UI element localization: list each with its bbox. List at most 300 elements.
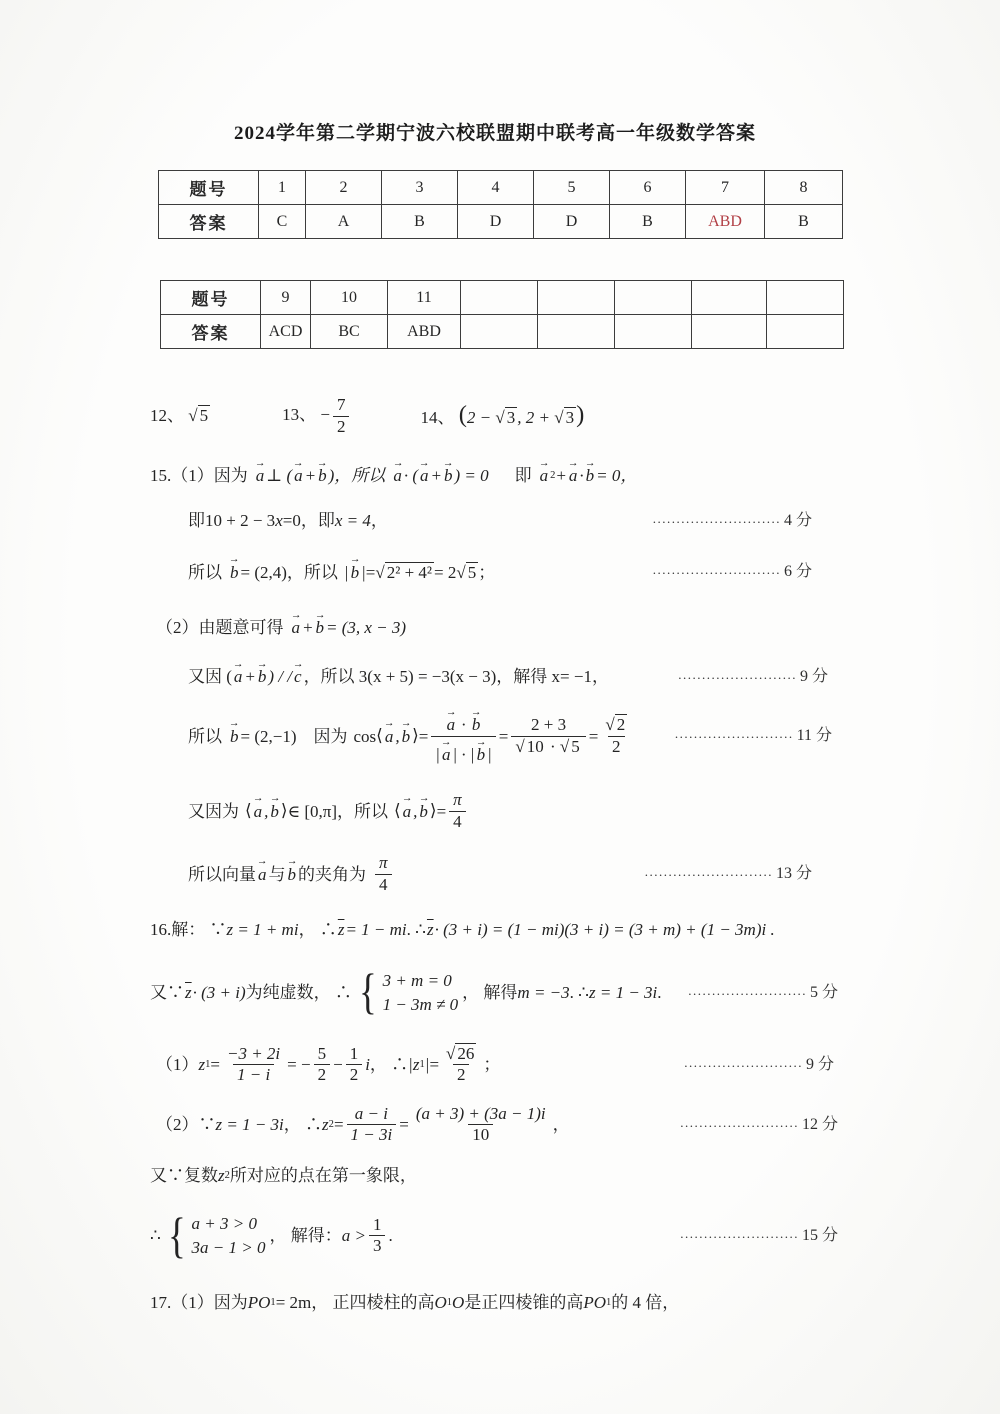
math-token: PO	[247, 1292, 271, 1312]
numerator: 1	[349, 1043, 359, 1063]
cn-text: ；	[483, 1054, 501, 1074]
denominator: 1 − i	[233, 1064, 274, 1085]
math-token: m = −3	[517, 982, 570, 1002]
math-token: 2² + 4²	[386, 562, 433, 582]
vector-a: a →	[567, 465, 580, 486]
answer-cell	[615, 315, 692, 349]
fraction	[369, 1215, 386, 1257]
answer-cell: ACD	[261, 315, 311, 349]
math-token: =	[436, 801, 447, 821]
math-token: =	[418, 726, 429, 746]
solution-line-15-cos	[150, 701, 860, 771]
math-token: .	[657, 982, 662, 1002]
cos-label: cos	[353, 726, 377, 746]
vector-a: a →	[440, 745, 453, 765]
angle-open: ⟨	[245, 800, 252, 821]
z1-symbol: z	[198, 1054, 206, 1074]
page-content	[150, 118, 860, 1313]
solution-line-17-1	[150, 1292, 860, 1313]
vector-a: a →	[445, 715, 458, 735]
vector-b: b →	[228, 726, 241, 747]
math-token: PO	[583, 1292, 606, 1312]
vector-b: b →	[228, 562, 241, 583]
answer-cell: D	[534, 205, 610, 239]
z2-symbol: z	[322, 1114, 329, 1134]
sqrt-expression	[560, 737, 582, 757]
cn-text: 所以	[188, 562, 222, 582]
solution-line-15-bmod	[150, 554, 860, 583]
question-number-cell: 6	[610, 171, 686, 205]
sqrt-expression	[188, 405, 210, 426]
denominator: 2	[453, 1064, 470, 1085]
numerator: 7	[336, 395, 346, 415]
sqrt-expression	[554, 407, 576, 428]
vector-a: a →	[383, 726, 396, 747]
score-label: 15 分	[801, 1226, 838, 1244]
answer-cell: A	[306, 205, 382, 239]
angle-open: ⟨	[394, 800, 401, 821]
numerator: a − i	[354, 1103, 388, 1123]
equation-system	[356, 970, 458, 1016]
numerator: π	[453, 790, 462, 810]
denominator: 3	[369, 1235, 386, 1256]
math-token: = −	[287, 1054, 311, 1074]
math-token: =	[399, 1114, 409, 1134]
math-token: , 2 +	[517, 407, 555, 427]
vector-b: b →	[349, 562, 362, 583]
cn-text: ， ∴	[298, 920, 337, 940]
answer-cell: B	[610, 205, 686, 239]
subscript: 2	[224, 1169, 230, 1181]
subscript: 2	[328, 1118, 334, 1130]
answer-cell: B	[382, 205, 458, 239]
z2-symbol: z	[218, 1165, 225, 1185]
question-number-cell	[767, 281, 844, 315]
cn-text: 又∵	[150, 982, 184, 1002]
math-token: ,	[395, 726, 400, 746]
math-token: = 2m	[275, 1292, 312, 1312]
answer-table-1-8	[158, 170, 843, 239]
system-row: 3a − 1 > 0	[191, 1238, 266, 1258]
leader-dots: .........................	[680, 1114, 799, 1130]
cn-text: （1）	[156, 1054, 199, 1074]
open-paren: (	[458, 400, 467, 428]
math-token: · (3 + i)	[192, 982, 246, 1002]
solution-line-15-2	[150, 609, 860, 638]
score-leader	[653, 511, 812, 531]
math-token: . ∴	[569, 982, 589, 1002]
answer-12	[150, 405, 210, 426]
leader-dots: .........................	[674, 726, 794, 742]
math-token: ) / /	[268, 667, 293, 686]
math-token: =	[588, 726, 599, 746]
cn-text: 所以	[188, 726, 222, 746]
math-token: 3	[565, 407, 575, 427]
abs-bar: |	[487, 744, 492, 764]
question-number-cell	[461, 281, 538, 315]
solution-line-16-final	[150, 1204, 860, 1268]
question-label: 14、	[420, 407, 455, 427]
sqrt-expression	[375, 562, 434, 583]
vector-b: b →	[470, 715, 483, 735]
solution-line-15-parallel	[150, 658, 860, 687]
close-paren: )	[576, 400, 585, 428]
table-row	[161, 281, 844, 315]
score-leader	[680, 1115, 838, 1135]
cn-text: 的 4 倍，	[611, 1292, 680, 1312]
cn-text: ， ∴	[369, 1054, 409, 1074]
z-conjugate: $\overline{z}$	[337, 920, 345, 940]
sqrt-expression	[446, 1044, 476, 1064]
math-token: −	[333, 1054, 343, 1074]
abs-bar: |	[469, 744, 475, 764]
math-token: O	[434, 1292, 447, 1312]
denominator: 2	[314, 1064, 331, 1085]
score-label: 9 分	[799, 667, 828, 685]
math-token: ,	[413, 801, 418, 821]
numerator: 1	[372, 1214, 382, 1234]
cn-text: ∴	[150, 1226, 161, 1246]
denominator: 4	[375, 874, 392, 895]
question-number-cell: 9	[261, 281, 311, 315]
cn-text: ， 解得：	[269, 1226, 342, 1246]
math-token: = (2,−1) 因为	[240, 726, 348, 746]
cn-text: ，	[370, 511, 388, 531]
solution-line-16-1	[150, 1037, 860, 1093]
answer-cell	[461, 315, 538, 349]
math-token: z = 1 + mi	[226, 920, 299, 940]
math-token: = 0，	[596, 466, 638, 485]
cn-text: 17.（1）因为	[150, 1292, 248, 1312]
fraction	[375, 853, 392, 895]
table-row	[159, 205, 843, 239]
answer-cell	[692, 315, 767, 349]
vector-b: b →	[584, 465, 597, 486]
vector-b: b →	[256, 666, 269, 687]
numerator: π	[379, 853, 388, 873]
math-token: ·	[579, 466, 584, 485]
abs-bar: |	[452, 744, 458, 764]
question-number-cell	[692, 281, 767, 315]
question-number-label: 题号	[161, 281, 261, 315]
leader-dots: .........................	[684, 1054, 803, 1070]
subscript: 1	[446, 1296, 453, 1308]
answer-cell	[767, 315, 844, 349]
math-token: =	[210, 1054, 220, 1074]
answer-14	[420, 400, 585, 429]
math-token: +	[302, 617, 314, 637]
math-token: 2 −	[466, 407, 496, 427]
math-token: · (3 + i) = (1 − mi)(3 + i) = (3 + m) + (1 − 3m)i .	[434, 920, 775, 940]
vector-a: a →	[256, 864, 269, 885]
math-token: z = 1 − 3i	[215, 1114, 284, 1134]
leader-dots: ...........................	[652, 510, 781, 526]
subscript: 1	[270, 1296, 276, 1308]
z1-symbol: z	[412, 1054, 420, 1074]
question-label: 12、	[150, 406, 184, 426]
cn-text: 是正四棱锥的高	[464, 1292, 584, 1312]
score-leader	[688, 983, 838, 1003]
cn-text: 的夹角为	[298, 864, 366, 884]
vector-b: b →	[442, 465, 455, 486]
cn-text: ；	[478, 562, 496, 582]
answer-cell	[538, 315, 615, 349]
cn-text: 16.解： ∵	[150, 920, 227, 940]
math-token: = 2	[434, 562, 457, 582]
math-token: ∈ [0,π]，所以	[287, 801, 389, 821]
answer-cell: ABD	[388, 315, 461, 349]
cn-text: （2）由题意可得	[156, 617, 284, 637]
subscript: 1	[205, 1058, 211, 1070]
math-token: =	[498, 726, 509, 746]
solution-line-15-1	[150, 457, 860, 486]
solution-line-16-2	[150, 1097, 860, 1153]
question-number-cell: 8	[765, 171, 843, 205]
question-number-cell: 11	[388, 281, 461, 315]
math-token: +	[244, 667, 256, 686]
leader-dots: .........................	[678, 666, 797, 682]
system-row: { a + 3 > 0	[191, 1214, 257, 1233]
score-leader	[653, 562, 812, 582]
score-label: 11 分	[796, 727, 832, 745]
fraction	[347, 1104, 397, 1146]
system-row: { 3 + m = 0	[382, 970, 452, 990]
numerator: 5	[317, 1043, 327, 1063]
numerator: −3 + 2i	[226, 1043, 281, 1063]
answer-cell: B	[765, 205, 843, 239]
angle-open: ⟨	[376, 725, 383, 746]
math-token: O	[452, 1292, 465, 1312]
leader-dots: ...........................	[652, 562, 781, 578]
angle-close: ⟩	[429, 800, 437, 821]
fraction	[511, 715, 585, 757]
numerator	[601, 715, 631, 735]
question-label: 13、	[282, 404, 317, 424]
cn-text: 15.（1）因为	[150, 466, 248, 485]
solution-line-16-quadrant	[150, 1165, 860, 1186]
numerator: (a + 3) + (3a − 1)i	[415, 1103, 546, 1123]
cn-text: 即	[514, 466, 532, 485]
z-conjugate: $\overline{z}$	[426, 920, 434, 940]
subscript: 1	[606, 1296, 612, 1308]
math-token: +	[555, 466, 567, 485]
fraction	[601, 715, 631, 757]
fraction	[223, 1044, 284, 1086]
cn-text: ，	[552, 1114, 570, 1134]
answer-cell: BC	[311, 315, 388, 349]
fill-in-answers-row	[150, 389, 860, 443]
abs-bar: |	[424, 1054, 430, 1074]
cn-text: 所以向量	[188, 864, 256, 884]
vector-a: a →	[290, 617, 303, 638]
abs-bar: |	[343, 562, 349, 582]
math-token: )，所以	[328, 466, 386, 485]
denominator: 4	[449, 811, 466, 832]
numerator: 2 + 3	[531, 715, 567, 735]
vector-a: a →	[292, 465, 305, 486]
score-label: 6 分	[783, 563, 812, 581]
fraction	[333, 395, 350, 437]
vector-b: b →	[475, 745, 488, 765]
vector-a: a →	[391, 465, 404, 486]
vector-b: b →	[316, 465, 329, 486]
math-token: =	[333, 1114, 344, 1134]
denominator	[511, 736, 585, 757]
vector-a-squared: a →	[538, 465, 551, 486]
math-token: =0，即	[282, 511, 335, 531]
math-token: 5	[199, 406, 209, 426]
cn-text: 又因为	[188, 801, 239, 821]
score-leader	[675, 726, 832, 746]
question-number-cell: 10	[311, 281, 388, 315]
subscript: 1	[419, 1058, 425, 1070]
leader-dots: .........................	[688, 982, 807, 998]
vector-a: a →	[232, 666, 245, 687]
math-token: z = 1 − 3i	[588, 982, 658, 1002]
solution-line-16-system	[150, 963, 860, 1023]
solution-line-15-x4	[150, 510, 860, 531]
leader-dots: .........................	[680, 1225, 799, 1241]
answer-cell-highlighted: ABD	[686, 205, 765, 239]
question-number-cell: 1	[259, 171, 306, 205]
math-token: ·	[457, 715, 470, 735]
abs-bar: |	[361, 562, 366, 582]
math-token: ·	[457, 744, 470, 764]
fraction	[442, 1044, 480, 1086]
numerator	[441, 707, 487, 735]
question-number-cell: 3	[382, 171, 458, 205]
math-token: = (3, x − 3)	[325, 617, 407, 637]
table-row	[161, 315, 844, 349]
equation-system	[165, 1213, 266, 1259]
abs-bar: |	[408, 1054, 413, 1074]
cn-text: 所对应的点在第一象限，	[229, 1165, 417, 1185]
answer-label: 答案	[161, 315, 261, 349]
score-leader	[680, 1226, 838, 1246]
fraction	[412, 1104, 550, 1146]
cn-text: 为纯虚数， ∴	[245, 982, 352, 1002]
cn-text: ，所以 3(x + 5) = −3(x − 3)，解得 x= −1，	[303, 667, 609, 686]
math-token: ,	[264, 801, 269, 821]
math-token: .	[388, 1226, 393, 1246]
math-token: x	[275, 511, 283, 531]
angle-close: ⟩	[280, 800, 288, 821]
math-token: 26	[457, 1043, 475, 1063]
score-label: 4 分	[783, 511, 812, 529]
math-token: . ∴	[406, 920, 426, 940]
cn-text: 又∵复数	[150, 1165, 218, 1185]
math-token: −	[320, 404, 330, 424]
denominator: 2	[333, 416, 350, 437]
answer-cell: D	[458, 205, 534, 239]
question-number-label: 题号	[159, 171, 259, 205]
sqrt-expression	[456, 562, 478, 583]
fraction	[346, 1044, 363, 1086]
sqrt-expression	[515, 737, 545, 757]
sqrt-expression	[495, 407, 517, 428]
table-row	[159, 171, 843, 205]
answer-table-9-11	[160, 280, 844, 349]
cn-text: 又因 (	[188, 667, 232, 686]
math-token: ⊥ (	[266, 466, 293, 485]
math-token: x = 4	[334, 511, 371, 531]
denominator: 2	[608, 736, 625, 757]
question-number-cell	[538, 281, 615, 315]
vector-a: a →	[252, 801, 265, 822]
math-token: 5	[467, 562, 477, 582]
math-token: +	[430, 466, 442, 485]
denominator: 1 − 3i	[347, 1124, 397, 1145]
math-token: 10	[526, 736, 544, 756]
fraction	[431, 707, 496, 765]
denominator: 10	[468, 1124, 493, 1145]
math-token: 5	[571, 736, 580, 756]
cn-text: ， 正四棱柱的高	[311, 1292, 435, 1312]
score-leader	[678, 667, 828, 687]
math-token: 3	[506, 407, 516, 427]
z-conjugate: $\overline{z}$	[185, 982, 192, 1002]
answer-cell: C	[259, 205, 306, 239]
question-number-cell: 5	[534, 171, 610, 205]
denominator: 2	[346, 1064, 363, 1085]
vector-c: c →	[292, 666, 304, 687]
vector-b: b →	[417, 801, 430, 822]
angle-close: ⟩	[412, 725, 419, 746]
answer-label: 答案	[159, 205, 259, 239]
system-row: 1 − 3m ≠ 0	[382, 995, 459, 1014]
vector-a: a →	[401, 801, 414, 822]
math-token: ·	[545, 736, 560, 756]
vector-b: b →	[268, 801, 281, 822]
math-token: i	[365, 1054, 370, 1074]
math-token: 2	[616, 715, 626, 735]
math-token: +	[304, 466, 317, 485]
solution-line-16-intro	[150, 919, 860, 940]
vector-a: a →	[254, 465, 267, 486]
cn-text: ， 解得	[462, 982, 518, 1002]
fraction	[314, 1044, 331, 1086]
score-label: 5 分	[809, 983, 838, 1001]
solution-line-15-conclusion	[150, 843, 860, 899]
score-label: 12 分	[801, 1115, 838, 1133]
answer-13	[282, 395, 352, 437]
sqrt-expression	[605, 715, 627, 735]
score-label: 9 分	[805, 1055, 834, 1073]
exponent: 2	[550, 470, 556, 482]
score-label: 13 分	[775, 865, 812, 883]
math-token: ) = 0	[454, 466, 489, 485]
math-token: =	[429, 1054, 440, 1074]
page-title: 2024学年第二学期宁波六校联盟期中联考高一年级数学答案	[233, 123, 756, 144]
cn-text: 与	[268, 864, 286, 884]
score-leader	[684, 1055, 834, 1075]
vector-a: a →	[418, 465, 431, 486]
math-token: =	[365, 562, 376, 582]
leader-dots: ...........................	[644, 864, 773, 880]
fraction	[449, 790, 466, 832]
vector-b: b →	[313, 617, 326, 638]
denominator	[431, 736, 496, 765]
math-token: = 1 − mi	[345, 920, 407, 940]
math-token: · (	[403, 466, 418, 485]
question-number-cell: 7	[686, 171, 765, 205]
question-number-cell: 2	[306, 171, 382, 205]
solution-line-15-range	[150, 779, 860, 837]
numerator	[442, 1044, 480, 1064]
vector-b: b →	[286, 864, 299, 885]
math-token: = (2,4)，所以	[240, 562, 338, 582]
question-number-cell: 4	[458, 171, 534, 205]
